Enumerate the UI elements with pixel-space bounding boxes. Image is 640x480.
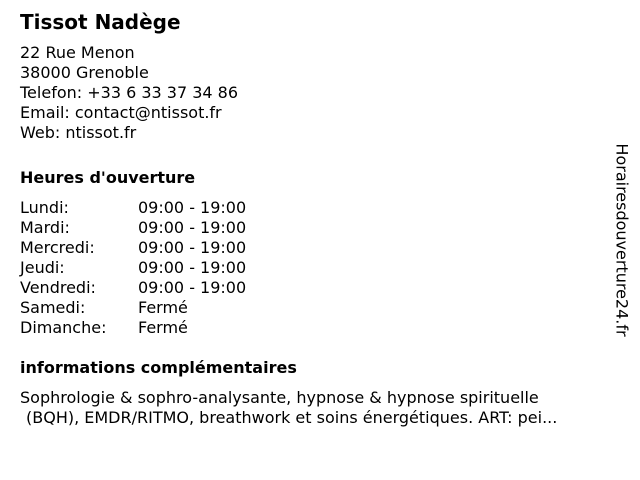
web-line: Web: ntissot.fr	[20, 123, 137, 142]
hours-time: 09:00 - 19:00	[138, 278, 247, 297]
hours-time: Fermé	[138, 298, 188, 317]
business-card	[20, 9, 610, 428]
hours-row-monday	[20, 198, 610, 218]
info-description	[20, 388, 620, 428]
address-city: 38000 Grenoble	[20, 63, 149, 82]
hours-row-wednesday	[20, 238, 610, 258]
hours-day: Mercredi:	[20, 238, 95, 257]
hours-day: Vendredi:	[20, 278, 96, 297]
hours-row-sunday	[20, 318, 610, 338]
hours-day: Samedi:	[20, 298, 86, 317]
hours-time: 09:00 - 19:00	[138, 258, 247, 277]
info-line-2: (BQH), EMDR/RITMO, breathwork et soins énergétiques. ART: pei...	[26, 408, 558, 427]
hours-day: Lundi:	[20, 198, 69, 217]
hours-row-saturday	[20, 298, 610, 318]
hours-day: Mardi:	[20, 218, 70, 237]
email-line: Email: contact@ntissot.fr	[20, 103, 222, 122]
site-watermark: Horairesdouverture24.fr	[612, 143, 632, 337]
hours-time: 09:00 - 19:00	[138, 218, 247, 237]
hours-time: 09:00 - 19:00	[138, 198, 247, 217]
hours-time: 09:00 - 19:00	[138, 238, 247, 257]
hours-heading: Heures d'ouverture	[20, 168, 196, 187]
hours-time: Fermé	[138, 318, 188, 337]
business-name: Tissot Nadège	[20, 10, 181, 34]
info-line-1: Sophrologie & sophro-analysante, hypnose & hypnose spirituelle	[20, 388, 539, 407]
hours-row-tuesday	[20, 218, 610, 238]
hours-row-thursday	[20, 258, 610, 278]
hours-row-friday	[20, 278, 610, 298]
hours-day: Dimanche:	[20, 318, 107, 337]
hours-day: Jeudi:	[20, 258, 65, 277]
phone-line: Telefon: +33 6 33 37 34 86	[20, 83, 239, 102]
address-street: 22 Rue Menon	[20, 43, 135, 62]
info-heading: informations complémentaires	[20, 358, 297, 377]
